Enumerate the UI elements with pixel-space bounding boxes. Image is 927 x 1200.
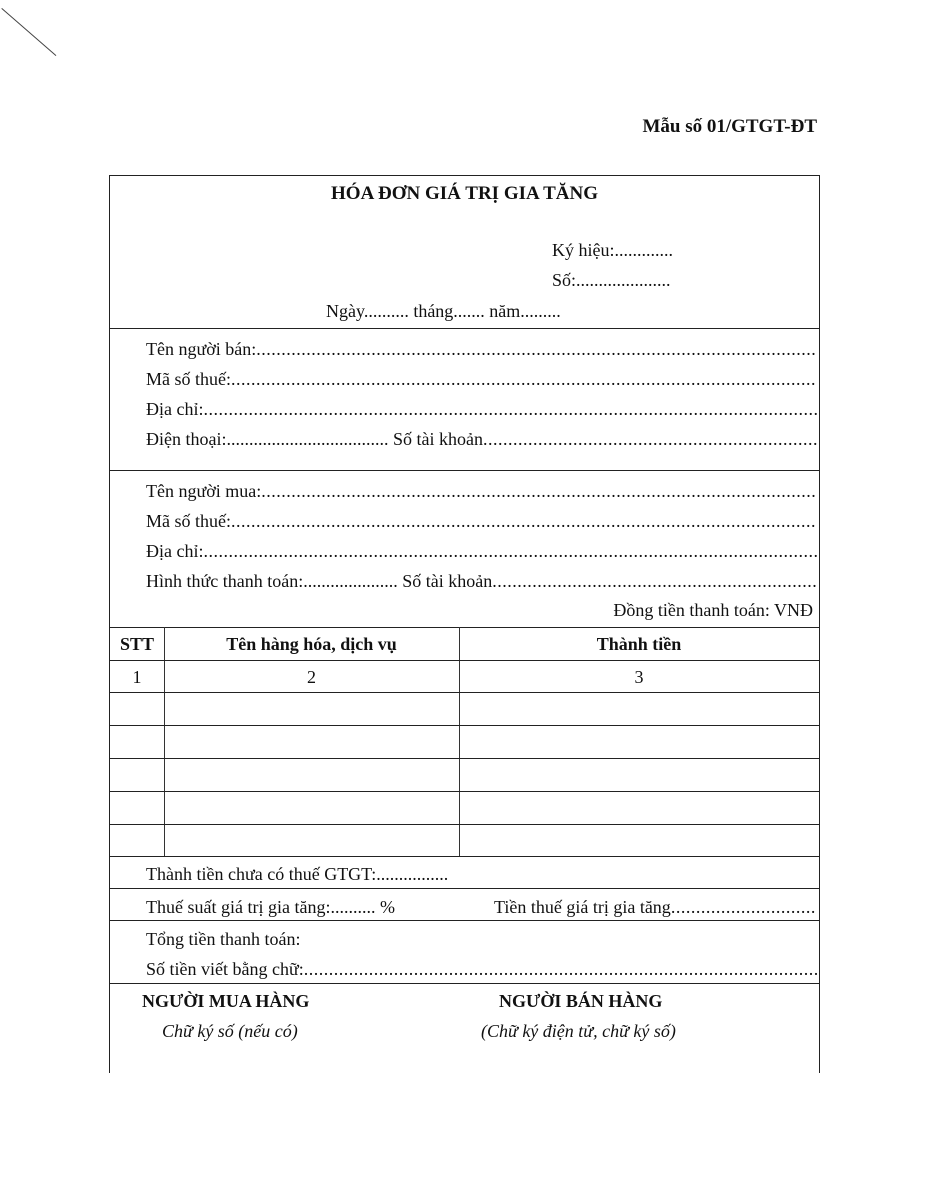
total-payment-label: Tổng tiền thanh toán: — [146, 929, 301, 949]
seller-address-field — [146, 399, 817, 419]
seller-phone-label: Điện thoại:.................................... — [146, 429, 389, 449]
index-cell-1: 1 — [132, 667, 142, 687]
table-row — [110, 791, 819, 792]
table-row-divider — [110, 660, 819, 661]
subtotal-field: Thành tiền chưa có thuế GTGT:................ — [146, 864, 449, 884]
buyer-payment-account-field — [146, 571, 817, 591]
invoice-title: HÓA ĐƠN GIÁ TRỊ GIA TĂNG — [331, 183, 598, 204]
seller-name-label: Tên người bán: — [146, 339, 257, 359]
vat-rate-field: Thuế suất giá trị gia tăng:.......... % — [146, 897, 395, 917]
buyer-address-field — [146, 541, 817, 561]
seller-tax-code-label: Mã số thuế: — [146, 369, 231, 389]
amount-in-words-label: Số tiền viết bằng chữ: — [146, 959, 304, 979]
amount-in-words-field — [146, 959, 817, 979]
seller-phone-account-field — [146, 429, 817, 449]
header-goods-name: Tên hàng hóa, dịch vụ — [226, 634, 397, 654]
divider — [110, 328, 819, 329]
table-row — [110, 692, 819, 693]
divider — [110, 983, 819, 984]
vat-amount-label: Tiền thuế giá trị gia tăng — [494, 897, 671, 917]
seller-name-field — [146, 339, 817, 359]
number-field: Số:..................... — [552, 270, 671, 290]
symbol-field: Ký hiệu:............. — [552, 240, 673, 260]
payment-method-label: Hình thức thanh toán:..................... — [146, 571, 398, 591]
seller-signature-note: (Chữ ký điện tử, chữ ký số) — [481, 1021, 676, 1041]
corner-fold-line — [1, 8, 56, 56]
buyer-name-label: Tên người mua: — [146, 481, 262, 501]
table-top-border — [110, 627, 819, 628]
seller-signature-title: NGƯỜI BÁN HÀNG — [499, 991, 663, 1011]
index-cell-2: 2 — [307, 667, 316, 687]
seller-address-label: Địa chỉ: — [146, 399, 204, 419]
buyer-tax-code-field — [146, 511, 817, 531]
table-bottom-border — [110, 856, 819, 857]
table-row — [110, 758, 819, 759]
column-divider — [164, 627, 165, 856]
table-row — [110, 725, 819, 726]
table-row — [110, 824, 819, 825]
seller-account-label: Số tài khoản — [392, 429, 483, 449]
buyer-account-label: Số tài khoản — [402, 571, 493, 591]
divider — [110, 888, 819, 889]
header-amount: Thành tiền — [596, 634, 682, 654]
buyer-tax-code-label: Mã số thuế: — [146, 511, 231, 531]
column-divider — [459, 627, 460, 856]
buyer-signature-note: Chữ ký số (nếu có) — [162, 1021, 298, 1041]
vat-amount-field — [494, 897, 817, 917]
currency-label: Đồng tiền thanh toán: VNĐ — [613, 600, 813, 620]
header-stt: STT — [119, 634, 155, 654]
buyer-signature-title: NGƯỜI MUA HÀNG — [142, 991, 310, 1011]
buyer-name-field — [146, 481, 817, 501]
index-cell-3: 3 — [634, 667, 644, 687]
buyer-address-label: Địa chỉ: — [146, 541, 204, 561]
divider — [110, 470, 819, 471]
form-code: Mẫu số 01/GTGT-ĐT — [642, 116, 817, 137]
invoice-form — [109, 175, 820, 1073]
seller-tax-code-field — [146, 369, 817, 389]
divider — [110, 920, 819, 921]
date-field: Ngày.......... tháng....... năm......... — [326, 301, 561, 321]
